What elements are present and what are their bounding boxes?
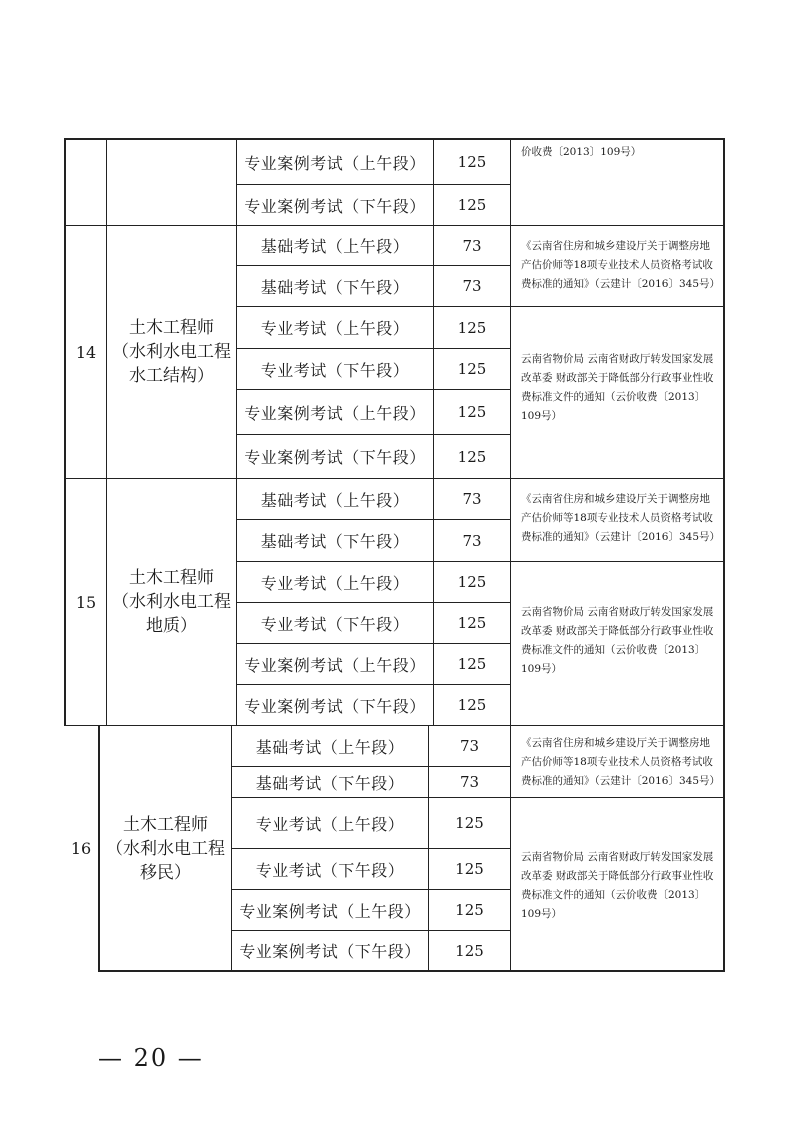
basis-note-professional: 云南省物价局 云南省财政厅转发国家发展改革委 财政部关于降低部分行政事业性收费标准文件的通知（云价收费〔2013〕109号） bbox=[521, 851, 714, 920]
fee-cell: 73 bbox=[462, 236, 482, 255]
qualification-name bbox=[107, 479, 236, 725]
basis-note-basic: 《云南省住房和城乡建设厅关于调整房地产估价师等18项专业技术人员资格考试收费标准的通知》（云建计〔2016〕345号） bbox=[521, 737, 721, 787]
subject-cell: 专业考试（下午段） bbox=[260, 360, 410, 380]
fee-cell: 125 bbox=[457, 153, 487, 171]
fee-cell: 125 bbox=[455, 814, 484, 832]
table-border-right bbox=[723, 138, 725, 972]
name-line: 移民） bbox=[140, 862, 191, 883]
name-line: 土木工程师 bbox=[129, 318, 214, 338]
subject-cell: 基础考试（上午段） bbox=[260, 490, 410, 510]
basis-note-basic: 《云南省住房和城乡建设厅关于调整房地产估价师等18项专业技术人员资格考试收费标准的通知》（云建计〔2016〕345号） bbox=[521, 493, 721, 543]
subject-cell: 专业考试（上午段） bbox=[255, 814, 405, 834]
fee-cell: 125 bbox=[457, 447, 487, 466]
subject-cell: 专业考试（上午段） bbox=[260, 319, 410, 338]
subject-cell: 基础考试（下午段） bbox=[255, 773, 405, 793]
basis-note-professional: 云南省物价局 云南省财政厅转发国家发展改革委 财政部关于降低部分行政事业性收费标准文件的通知（云价收费〔2013〕109号） bbox=[521, 353, 714, 422]
subject-cell: 基础考试（下午段） bbox=[260, 532, 410, 551]
subject-cell: 基础考试（上午段） bbox=[260, 237, 410, 256]
fee-cell: 125 bbox=[455, 901, 484, 919]
subject-cell: 专业考试（上午段） bbox=[260, 573, 410, 593]
fee-cell: 125 bbox=[457, 403, 487, 421]
subject-cell: 专业考试（下午段） bbox=[255, 860, 405, 880]
row-number: 14 bbox=[75, 342, 97, 362]
name-line: （水利水电工程 bbox=[112, 592, 231, 612]
subject-cell: 专业案例考试（下午段） bbox=[244, 196, 426, 216]
name-line: 土木工程师 bbox=[123, 814, 208, 835]
basis-note-professional: 云南省物价局 云南省财政厅转发国家发展改革委 财政部关于降低部分行政事业性收费标准文件的通知（云价收费〔2013〕109号） bbox=[521, 606, 714, 675]
subject-cell: 专业案例考试（上午段） bbox=[244, 403, 426, 423]
fee-cell: 73 bbox=[459, 773, 480, 791]
subject-cell: 专业案例考试（下午段） bbox=[244, 696, 426, 716]
subject-cell: 专业案例考试（上午段） bbox=[244, 655, 426, 675]
name-line: （水利水电工程 bbox=[106, 838, 225, 859]
fee-cell: 125 bbox=[455, 941, 484, 960]
fee-cell: 73 bbox=[462, 490, 482, 508]
fee-cell: 125 bbox=[457, 655, 487, 673]
row-number: 15 bbox=[75, 592, 97, 612]
fee-cell: 73 bbox=[462, 531, 482, 550]
subject-cell: 专业案例考试（下午段） bbox=[239, 942, 421, 961]
name-line: （水利水电工程 bbox=[112, 342, 231, 362]
name-line: 地质） bbox=[146, 616, 197, 636]
page-number: — 20 — bbox=[98, 1044, 204, 1072]
subject-cell: 专业考试（下午段） bbox=[260, 614, 410, 634]
basis-note: 价收费〔2013〕109号） bbox=[521, 146, 642, 158]
fee-cell: 73 bbox=[459, 737, 480, 755]
name-line: 水工结构） bbox=[129, 366, 214, 386]
subject-cell: 基础考试（上午段） bbox=[255, 737, 405, 757]
subject-cell: 基础考试（下午段） bbox=[260, 277, 410, 297]
fee-cell: 125 bbox=[457, 196, 487, 214]
fee-cell: 125 bbox=[457, 318, 487, 337]
qualification-name bbox=[100, 726, 231, 971]
subject-cell: 专业案例考试（下午段） bbox=[244, 448, 426, 467]
subject-cell: 专业案例考试（上午段） bbox=[244, 153, 426, 173]
row-number: 16 bbox=[70, 839, 92, 858]
qualification-name bbox=[107, 226, 236, 478]
fee-cell: 125 bbox=[457, 614, 487, 632]
fee-cell: 125 bbox=[457, 573, 487, 591]
fee-cell: 73 bbox=[462, 277, 482, 295]
name-line: 土木工程师 bbox=[129, 568, 214, 588]
fee-cell: 125 bbox=[457, 360, 487, 378]
subject-cell: 专业案例考试（上午段） bbox=[239, 901, 421, 921]
basis-note-basic: 《云南省住房和城乡建设厅关于调整房地产估价师等18项专业技术人员资格考试收费标准的通知》（云建计〔2016〕345号） bbox=[521, 240, 721, 290]
fee-cell: 125 bbox=[457, 696, 487, 714]
fee-cell: 125 bbox=[455, 860, 484, 878]
